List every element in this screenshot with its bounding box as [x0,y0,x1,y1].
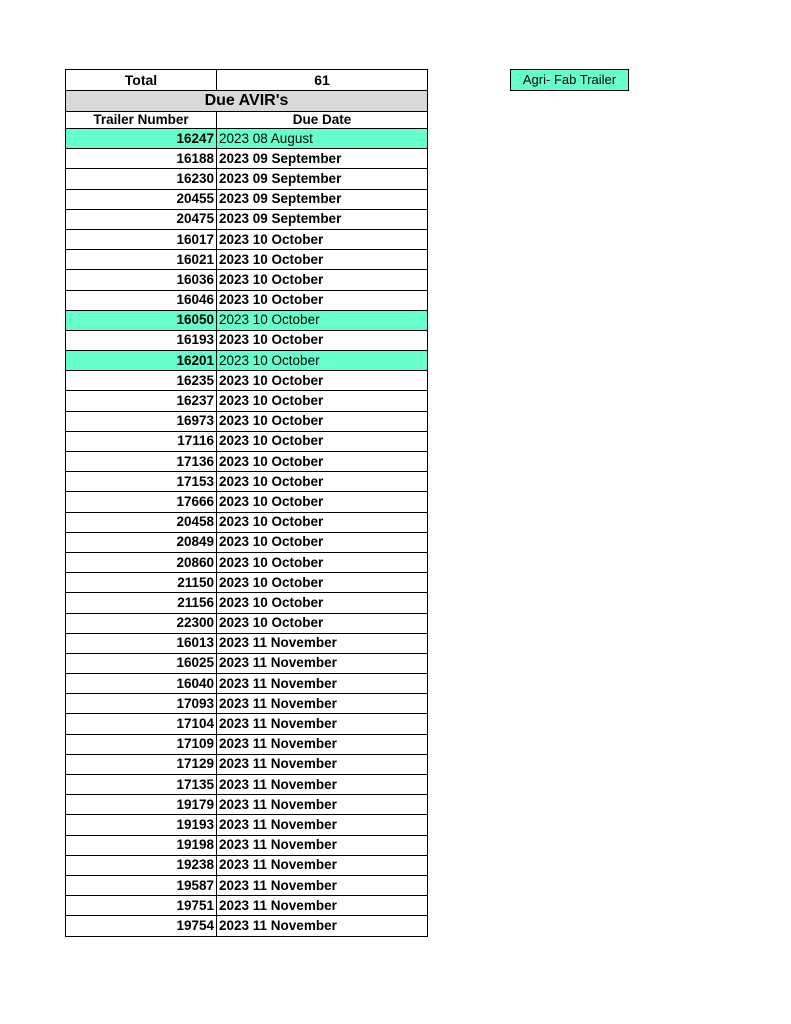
table-row [66,593,428,613]
trailer-number-cell: 17093 [66,694,217,714]
due-date-cell: 2023 10 October [217,351,428,371]
due-date-cell: 2023 11 November [217,714,428,734]
trailer-number-cell: 16013 [66,633,217,653]
table-row [66,613,428,633]
table-row [66,916,428,936]
trailer-number-cell: 16040 [66,674,217,694]
table-row [66,310,428,330]
trailer-number-cell: 16235 [66,371,217,391]
table-row [66,492,428,512]
table-row [66,532,428,552]
table-row [66,896,428,916]
trailer-number-cell: 19754 [66,916,217,936]
trailer-number-cell: 21156 [66,593,217,613]
trailer-number-cell: 20860 [66,552,217,572]
table-row [66,775,428,795]
trailer-number-cell: 20849 [66,532,217,552]
due-date-cell: 2023 10 October [217,250,428,270]
trailer-number-cell: 19587 [66,875,217,895]
due-date-cell: 2023 10 October [217,552,428,572]
table-row [66,754,428,774]
due-date-cell: 2023 10 October [217,593,428,613]
due-date-cell: 2023 11 November [217,835,428,855]
trailer-number-cell: 16237 [66,391,217,411]
table-row [66,330,428,350]
trailer-number-cell: 16247 [66,129,217,149]
trailer-number-cell: 16193 [66,330,217,350]
due-date-cell: 2023 09 September [217,169,428,189]
table-row [66,674,428,694]
due-date-cell: 2023 11 November [217,775,428,795]
table-row [66,371,428,391]
table-row [66,149,428,169]
trailer-number-cell: 16025 [66,653,217,673]
due-date-cell: 2023 10 October [217,310,428,330]
total-label: Total [66,70,217,91]
table-row [66,472,428,492]
due-date-cell: 2023 11 November [217,916,428,936]
table-row [66,694,428,714]
trailer-number-cell: 17666 [66,492,217,512]
trailer-number-cell: 16201 [66,351,217,371]
table-row [66,129,428,149]
due-date-cell: 2023 10 October [217,270,428,290]
table-row [66,855,428,875]
due-date-cell: 2023 11 November [217,734,428,754]
due-date-cell: 2023 10 October [217,371,428,391]
table-row [66,835,428,855]
table-title: Due AVIR's [66,91,428,112]
trailer-number-cell: 16050 [66,310,217,330]
trailer-number-cell: 20475 [66,209,217,229]
table-row [66,209,428,229]
due-date-cell: 2023 10 October [217,229,428,249]
due-date-cell: 2023 08 August [217,129,428,149]
table-row [66,875,428,895]
trailer-number-cell: 16017 [66,229,217,249]
due-date-cell: 2023 11 November [217,633,428,653]
table-row [66,431,428,451]
total-value: 61 [217,70,428,91]
table-row [66,512,428,532]
table-row [66,270,428,290]
trailer-number-cell: 16188 [66,149,217,169]
due-date-cell: 2023 10 October [217,431,428,451]
due-date-cell: 2023 11 November [217,896,428,916]
trailer-number-cell: 17153 [66,472,217,492]
table-row [66,714,428,734]
table-row [66,452,428,472]
due-date-cell: 2023 11 November [217,815,428,835]
trailer-number-cell: 16230 [66,169,217,189]
due-avir-table [65,69,428,937]
due-date-cell: 2023 10 October [217,573,428,593]
table-title-row [66,91,428,112]
due-date-cell: 2023 11 November [217,674,428,694]
table-row [66,189,428,209]
table-row [66,815,428,835]
trailer-number-cell: 16046 [66,290,217,310]
table-row [66,573,428,593]
trailer-number-cell: 19238 [66,855,217,875]
trailer-number-cell: 17109 [66,734,217,754]
trailer-number-cell: 17136 [66,452,217,472]
due-date-cell: 2023 10 October [217,613,428,633]
due-date-cell: 2023 09 September [217,189,428,209]
trailer-number-cell: 22300 [66,613,217,633]
table-row [66,229,428,249]
due-date-cell: 2023 11 November [217,795,428,815]
due-date-cell: 2023 10 October [217,512,428,532]
trailer-number-cell: 20455 [66,189,217,209]
due-date-cell: 2023 09 September [217,209,428,229]
due-date-cell: 2023 11 November [217,855,428,875]
trailer-number-cell: 16973 [66,411,217,431]
trailer-number-cell: 17116 [66,431,217,451]
total-row [66,70,428,91]
trailer-number-cell: 19179 [66,795,217,815]
trailer-number-cell: 16021 [66,250,217,270]
table-row [66,250,428,270]
table-row [66,734,428,754]
trailer-number-cell: 17104 [66,714,217,734]
column-header-due-date: Due Date [217,112,428,129]
due-date-cell: 2023 10 October [217,452,428,472]
due-date-cell: 2023 09 September [217,149,428,169]
column-header-trailer-number: Trailer Number [66,112,217,129]
table-row [66,351,428,371]
trailer-number-cell: 17135 [66,775,217,795]
table-row [66,653,428,673]
trailer-number-cell: 19198 [66,835,217,855]
due-avir-sheet [65,69,427,937]
table-body [66,129,428,937]
due-date-cell: 2023 11 November [217,694,428,714]
due-date-cell: 2023 11 November [217,875,428,895]
table-row [66,391,428,411]
legend-agri-fab-trailer: Agri- Fab Trailer [510,69,629,91]
trailer-number-cell: 17129 [66,754,217,774]
table-row [66,411,428,431]
due-date-cell: 2023 10 October [217,290,428,310]
trailer-number-cell: 19193 [66,815,217,835]
table-row [66,169,428,189]
due-date-cell: 2023 10 October [217,472,428,492]
due-date-cell: 2023 10 October [217,532,428,552]
column-header-row [66,112,428,129]
table-row [66,795,428,815]
due-date-cell: 2023 10 October [217,411,428,431]
due-date-cell: 2023 10 October [217,492,428,512]
due-date-cell: 2023 11 November [217,754,428,774]
due-date-cell: 2023 11 November [217,653,428,673]
due-date-cell: 2023 10 October [217,330,428,350]
trailer-number-cell: 19751 [66,896,217,916]
table-row [66,633,428,653]
trailer-number-cell: 21150 [66,573,217,593]
table-row [66,290,428,310]
table-row [66,552,428,572]
due-date-cell: 2023 10 October [217,391,428,411]
trailer-number-cell: 16036 [66,270,217,290]
trailer-number-cell: 20458 [66,512,217,532]
